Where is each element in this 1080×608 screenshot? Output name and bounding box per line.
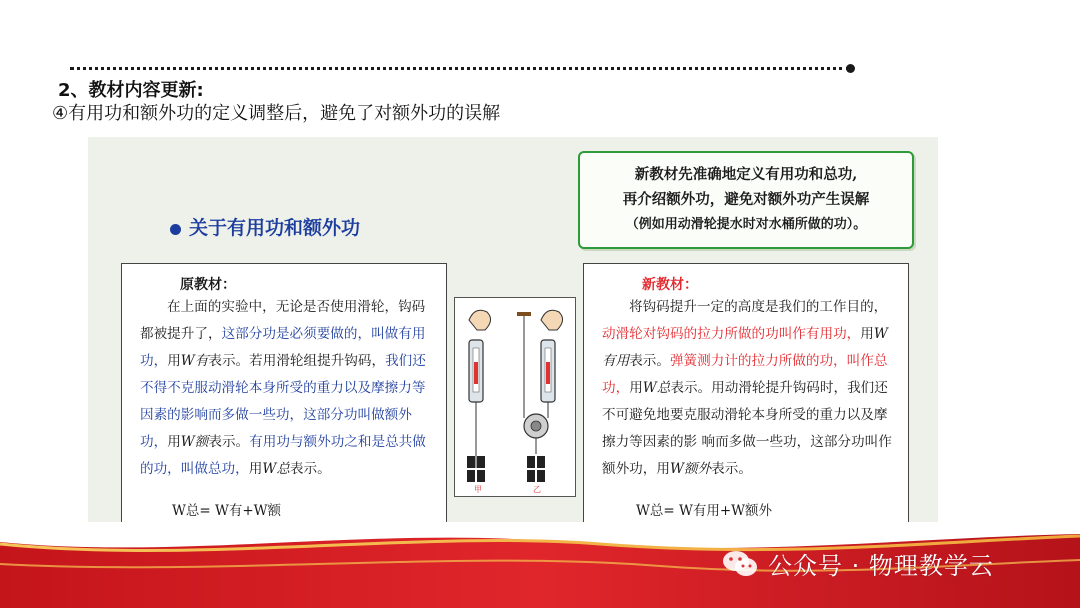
callout-line-2: 再介绍额外功，避免对额外功产生误解 bbox=[622, 191, 870, 208]
bullet-dot-icon bbox=[170, 224, 181, 235]
new-textbook-title: 新教材： bbox=[642, 277, 698, 293]
wechat-icon bbox=[722, 549, 758, 585]
divider-end-dot bbox=[846, 64, 855, 73]
slide-subtitle: ④有用功和额外功的定义调整后，避免了对额外功的误解 bbox=[52, 103, 501, 124]
callout-line-1: 新教材先准确地定义有用功和总功, bbox=[634, 166, 858, 183]
pulley-experiment-figure bbox=[454, 297, 576, 497]
old-textbook-title: 原教材： bbox=[180, 277, 236, 293]
movable-pulley-setup bbox=[517, 310, 563, 494]
callout-line-3: （例如用动滑轮提水时对水桶所做的功）。 bbox=[625, 217, 867, 232]
old-formula: W总= W有+W额 bbox=[172, 503, 282, 519]
spring-scale-pulley-illustration bbox=[455, 298, 575, 496]
new-textbook-text: 将钩码提升一定的高度是我们的工作目的，动滑轮对钩码的拉力所做的功叫作有用功，用W有用表示。弹簧测力计的拉力所做的功，叫作总功，用W总表示。用动滑轮提升钩码时，我们还不可避免地要克服动滑轮本身所受的重力以及摩擦力等因素的影 响而多做一些功，这部分功叫作额外功，用W额外表示。 bbox=[602, 299, 892, 477]
old-textbook-text: 在上面的实验中，无论是否使用滑轮，钩码都被提升了，这部分功是必须要做的，叫做有用功，用W有表示。若用滑轮组提升钩码，我们还不得不克服动滑轮本身所受的重力以及摩擦力等因素的影响而多做一些功，这部分功叫做额外功，用W额表示。有用功与额外功之和是总共做的功，叫做总功，用W总表示。 bbox=[140, 299, 426, 477]
new-formula: W总= W有用+W额外 bbox=[636, 503, 773, 519]
figure-label-left: 甲 bbox=[474, 485, 482, 494]
old-textbook-box bbox=[121, 263, 447, 522]
watermark: 公众号 · 物理教学云 bbox=[722, 546, 994, 585]
new-textbook-box bbox=[583, 263, 909, 522]
dotted-divider bbox=[70, 67, 850, 70]
slide-heading: 2、教材内容更新: bbox=[58, 80, 204, 101]
section-title: 关于有用功和额外功 bbox=[170, 213, 360, 240]
callout-box bbox=[578, 151, 914, 249]
textbook-comparison-panel bbox=[88, 137, 938, 522]
fixed-pulley-setup bbox=[467, 310, 491, 494]
figure-label-right: 乙 bbox=[533, 485, 541, 494]
